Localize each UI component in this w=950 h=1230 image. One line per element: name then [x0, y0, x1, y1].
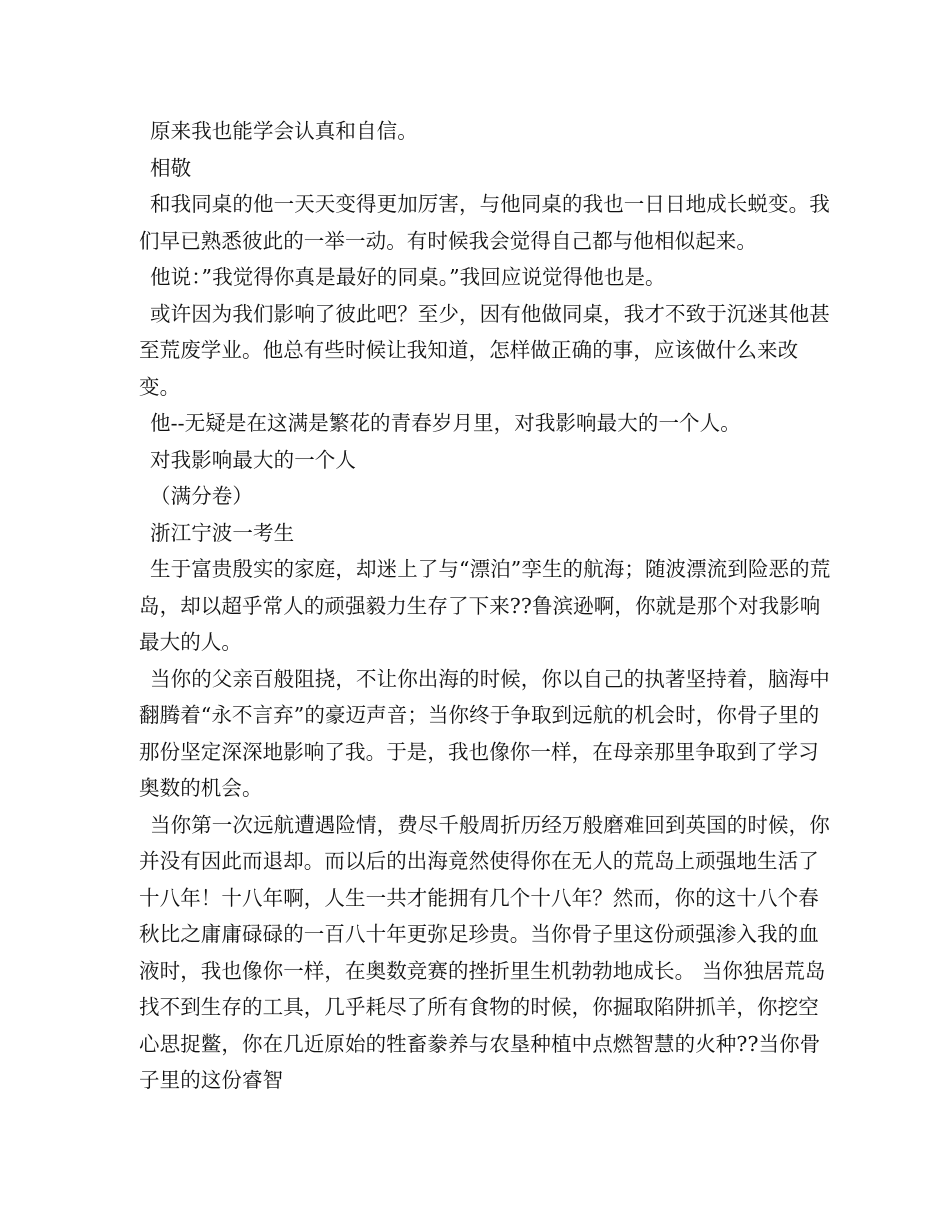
author-line: 浙江宁波一考生 [150, 520, 295, 545]
paragraph: 原来我也能学会认真和自信。 [150, 119, 418, 143]
paragraph: 相敬 [150, 155, 192, 180]
paragraph: 或许因为我们影响了彼此吧？至少，因有他做同桌，我才不致于沉迷其他甚至荒废学业。他总有些时候让我知道，怎样做正确的事，应该做什么来改变。 [139, 301, 830, 399]
paragraph: 他说：”我觉得你真是最好的同桌。”我回应说觉得他也是。 [150, 265, 666, 289]
paragraph: 和我同桌的他一天天变得更加厉害，与他同桌的我也一日日地成长蜕变。我们早已熟悉彼此的一举一动。有时候我会觉得自己都与他相似起来。 [139, 192, 830, 253]
section-title: 对我影响最大的一个人 [150, 447, 356, 472]
document-body [139, 113, 839, 1099]
paragraph: 当你的父亲百般阻挠，不让你出海的时候，你以自己的执著坚持着，脑海中翻腾着“永不言弃”的豪迈声音；当你终于争取到远航的机会时，你骨子里的那份坚定深深地影响了我。于是，我也像你一样，在母亲那里争取到了学习奥数的机会。 [139, 666, 830, 800]
paragraph: 当你第一次远航遭遇险情，费尽千般周折历经万般磨难回到英国的时候，你并没有因此而退却。而以后的出海竟然使得你在无人的荒岛上顽强地生活了十八年！十八年啊，人生一共才能拥有几个十八年？然而，你的这十八个春秋比之庸庸碌碌的一百八十年更弥足珍贵。当你骨子里这份顽强渗入我的血液时，我也像你一样，在奥数竞赛的挫折里生机勃勃地成长。 当你独居荒岛找不到生存的工具，几乎耗尽了所有食物的时候，你掘取陷阱抓羊，你挖空心思捉鳖，你在几近原始的牲畜豢养与农垦种植中点燃智慧的火种??当你骨子里的这份睿智 [139, 812, 830, 1092]
paragraph: 他--无疑是在这满是繁花的青春岁月里，对我影响最大的一个人。 [150, 411, 741, 435]
section-subtitle: （满分卷） [150, 484, 253, 508]
paragraph: 生于富贵殷实的家庭，却迷上了与“漂泊”孪生的航海；随波漂流到险恶的荒岛，却以超乎常人的顽强毅力生存了下来??鲁滨逊啊，你就是那个对我影响最大的人。 [139, 557, 831, 654]
